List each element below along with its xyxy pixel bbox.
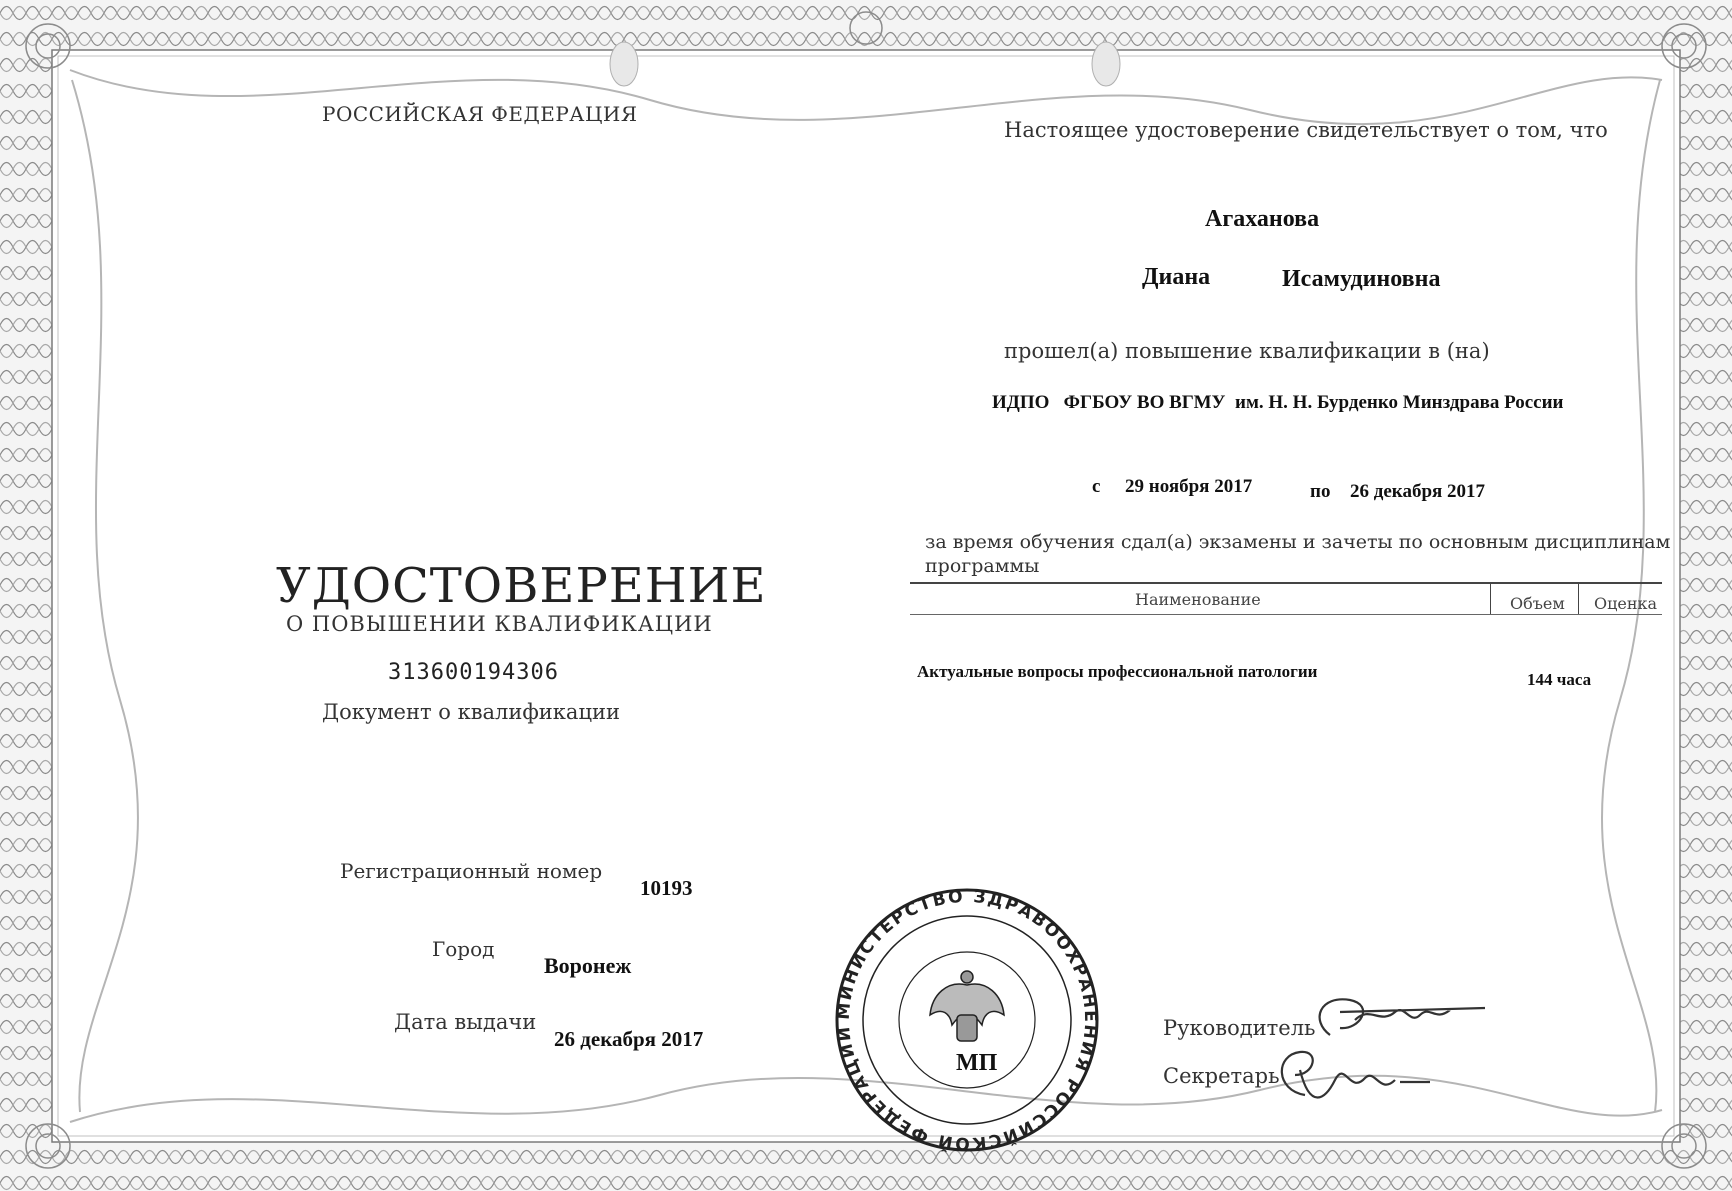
secretary-label: Секретарь — [1163, 1064, 1280, 1088]
svg-text:МП: МП — [956, 1050, 998, 1076]
table-header-grade: Оценка — [1594, 594, 1658, 613]
patronymic: Исамудиновна — [1282, 266, 1441, 292]
country-header: РОССИЙСКАЯ ФЕДЕРАЦИЯ — [322, 102, 638, 126]
svg-text:МИНИСТЕРСТВО ЗДРАВООХРАНЕНИЯ Р: МИНИСТЕРСТВО ЗДРАВООХРАНЕНИЯ РОССИЙСКОЙ ФЕДЕРАЦИИ — [833, 886, 1101, 1154]
period-to-date: 26 декабря 2017 — [1350, 481, 1486, 502]
city-value: Воронеж — [544, 953, 632, 978]
period-to-label: по — [1310, 481, 1331, 502]
head-label: Руководитель — [1163, 1016, 1316, 1040]
issue-date-value: 26 декабря 2017 — [554, 1027, 704, 1051]
surname: Агаханова — [1205, 206, 1320, 232]
document-type: Документ о квалификации — [322, 700, 620, 724]
certificate-title: УДОСТОВЕРЕНИЕ — [276, 558, 767, 614]
table-header-name: Наименование — [1135, 590, 1261, 609]
secretary-signature — [1270, 1040, 1450, 1120]
certify-text: Настоящее удостоверение свидетельствует о том, что — [1004, 118, 1608, 142]
table-row-discipline: Актуальные вопросы профессиональной патологии — [917, 662, 1318, 681]
table-header-volume: Объем — [1510, 594, 1565, 613]
first-name: Диана — [1142, 264, 1211, 290]
certificate-number: 313600194306 — [388, 660, 559, 685]
table-row-volume: 144 часа — [1527, 670, 1592, 689]
exam-text: за время обучения сдал(а) экзамены и зачеты по основным дисциплинам программы — [925, 531, 1671, 577]
passed-text: прошел(а) повышение квалификации в (на) — [1004, 339, 1490, 363]
issue-date-label: Дата выдачи — [394, 1010, 537, 1034]
city-label: Город — [432, 937, 495, 961]
institution-name: ИДПО ФГБОУ ВО ВГМУ им. Н. Н. Бурденко Минздрава России — [992, 392, 1564, 413]
registration-number: 10193 — [640, 876, 693, 900]
registration-label: Регистрационный номер — [340, 859, 603, 883]
period-from-label: с — [1092, 476, 1101, 497]
period-from-date: 29 ноября 2017 — [1125, 476, 1253, 497]
official-seal — [832, 885, 1102, 1155]
certificate-subtitle: О ПОВЫШЕНИИ КВАЛИФИКАЦИИ — [286, 612, 713, 636]
